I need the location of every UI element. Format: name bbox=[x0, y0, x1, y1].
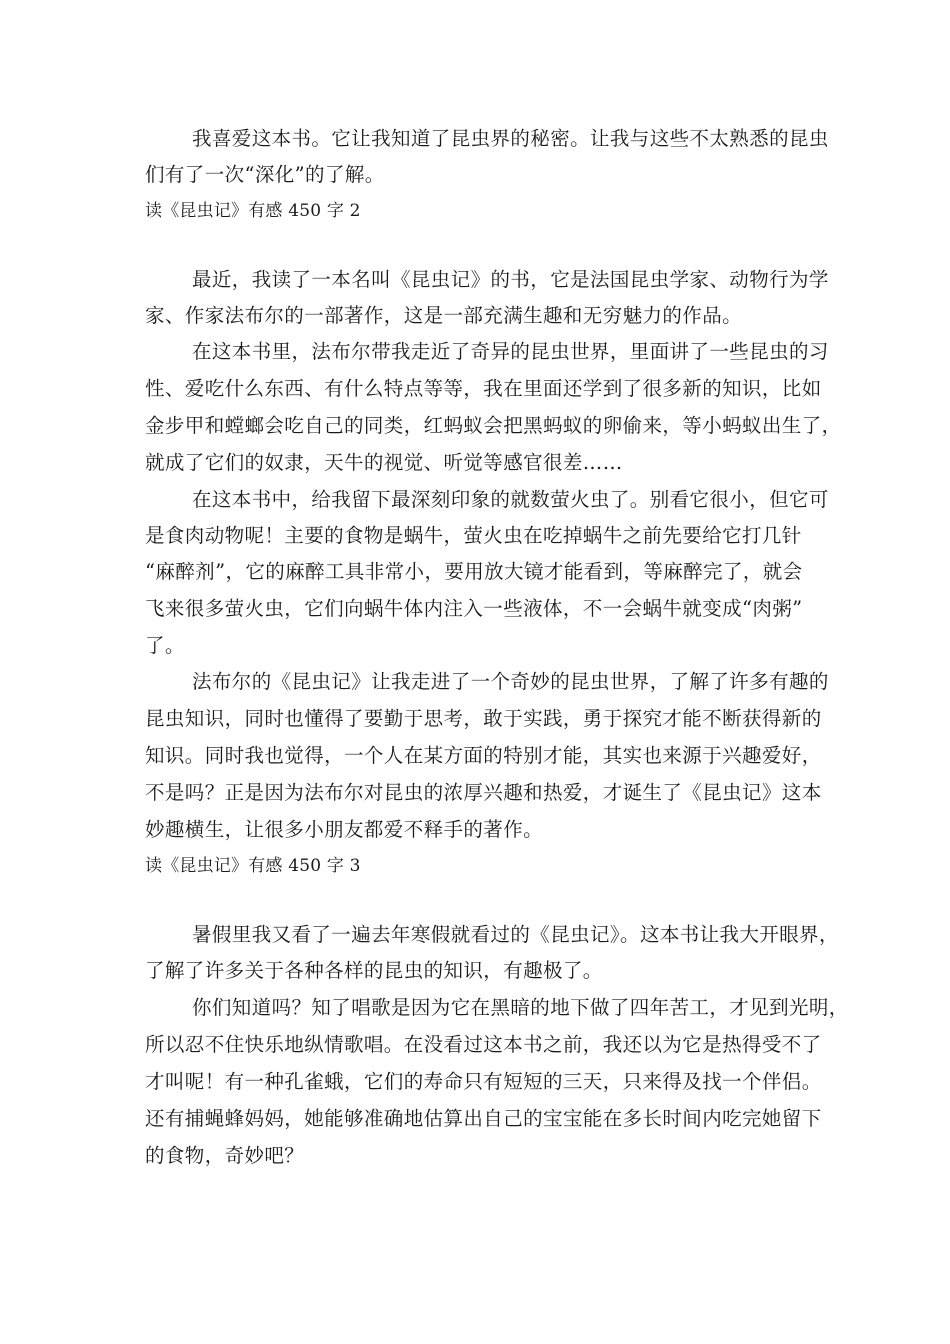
text-line: 金步甲和螳螂会吃自己的同类，红蚂蚁会把黑蚂蚁的卵偷来，等小蚂蚁出生了， bbox=[145, 414, 842, 437]
text-line: 法布尔的《昆虫记》让我走进了一个奇妙的昆虫世界，了解了许多有趣的 bbox=[192, 670, 829, 693]
text-line: 最近，我读了一本名叫《昆虫记》的书，它是法国昆虫学家、动物行为学 bbox=[192, 268, 829, 291]
text-line: 暑假里我又看了一遍去年寒假就看过的《昆虫记》。这本书让我大开眼界， bbox=[192, 923, 839, 946]
text-line: 是食肉动物呢！主要的食物是蜗牛，萤火虫在吃掉蜗牛之前先要给它打几针 bbox=[145, 524, 802, 547]
text-line: 家、作家法布尔的一部著作，这是一部充满生趣和无穷魅力的作品。 bbox=[145, 304, 743, 327]
text-line: 才叫呢！有一种孔雀蛾，它们的寿命只有短短的三天，只来得及找一个伴侣。 bbox=[145, 1070, 822, 1093]
text-line: 在这本书里，法布尔带我走近了奇异的昆虫世界，里面讲了一些昆虫的习 bbox=[192, 340, 829, 363]
text-line: 在这本书中，给我留下最深刻印象的就数萤火虫了。别看它很小，但它可 bbox=[192, 488, 829, 511]
text-line: 还有捕蝇蜂妈妈，她能够准确地估算出自己的宝宝能在多长时间内吃完她留下 bbox=[145, 1107, 822, 1130]
text-line: 了。 bbox=[145, 634, 185, 657]
text-line: 性、爱吃什么东西、有什么特点等等，我在里面还学到了很多新的知识，比如 bbox=[145, 377, 822, 400]
text-line: 所以忍不住快乐地纵情歌唱。在没看过这本书之前，我还以为它是热得受不了 bbox=[145, 1033, 822, 1056]
text-line: “麻醉剂”，它的麻醉工具非常小，要用放大镜才能看到，等麻醉完了，就会 bbox=[145, 560, 803, 583]
text-line: 就成了它们的奴隶，天牛的视觉、听觉等感官很差…… bbox=[145, 451, 623, 474]
text-line: 妙趣横生，让很多小朋友都爱不释手的著作。 bbox=[145, 818, 544, 841]
text-line: 我喜爱这本书。它让我知道了昆虫界的秘密。让我与这些不太熟悉的昆虫 bbox=[192, 127, 829, 150]
text-line: 们有了一次“深化”的了解。 bbox=[145, 163, 385, 186]
section-heading: 读《昆虫记》有感 450 字 3 bbox=[145, 856, 361, 876]
text-line: 不是吗？正是因为法布尔对昆虫的浓厚兴趣和热爱，才诞生了《昆虫记》这本 bbox=[145, 781, 822, 804]
text-line: 飞来很多萤火虫，它们向蜗牛体内注入一些液体，不一会蜗牛就变成“肉粥” bbox=[145, 597, 803, 620]
text-line: 了解了许多关于各种各样的昆虫的知识，有趣极了。 bbox=[145, 959, 603, 982]
text-line: 的食物，奇妙吧？ bbox=[145, 1144, 305, 1167]
text-line: 知识。同时我也觉得，一个人在某方面的特别才能，其实也来源于兴趣爱好， bbox=[145, 744, 822, 767]
text-line: 你们知道吗？知了唱歌是因为它在黑暗的地下做了四年苦工，才见到光明， bbox=[192, 996, 849, 1019]
text-line: 昆虫知识，同时也懂得了要勤于思考，敢于实践，勇于探究才能不断获得新的 bbox=[145, 707, 822, 730]
section-heading: 读《昆虫记》有感 450 字 2 bbox=[145, 201, 361, 221]
